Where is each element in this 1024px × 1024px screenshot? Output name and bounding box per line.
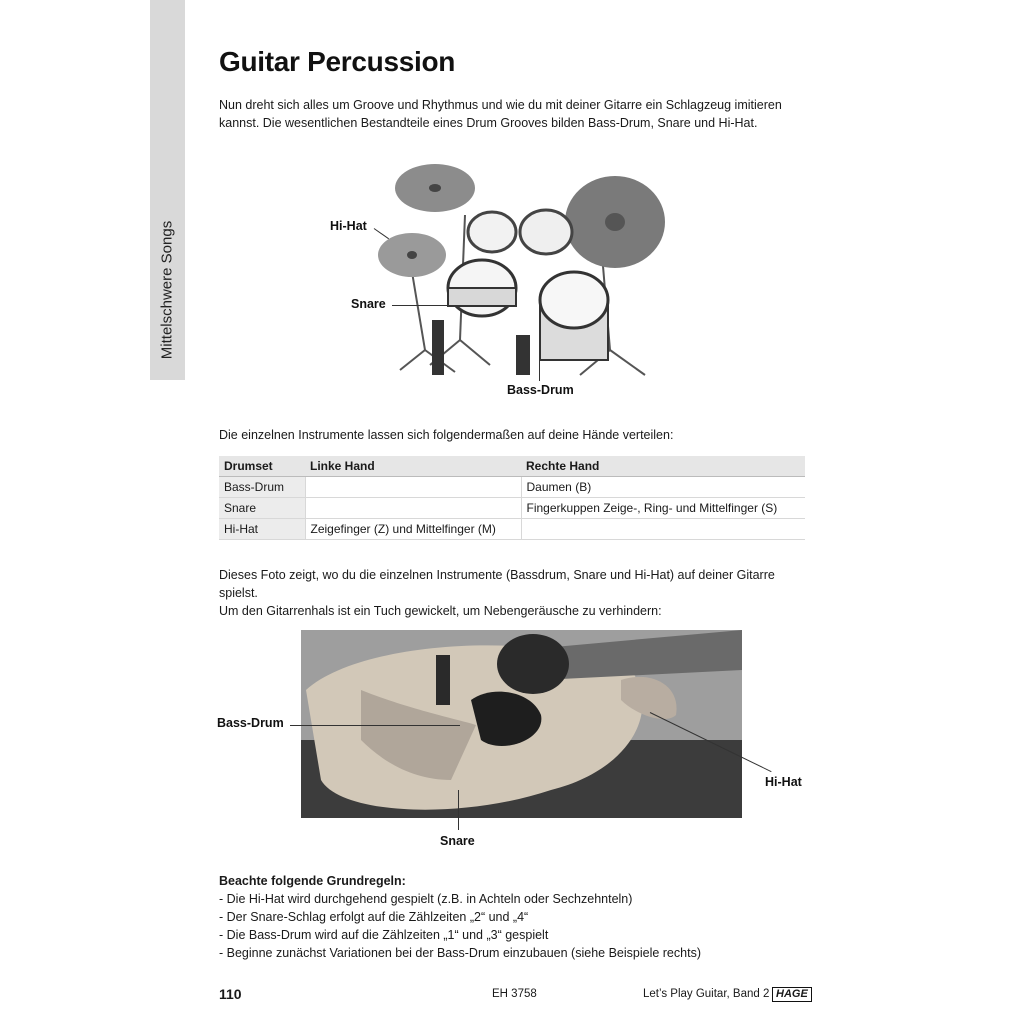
photo-intro-line: Um den Gitarrenhals ist ein Tuch gewickelt, um Nebengeräusche zu verhindern: [219, 604, 662, 618]
table-intro: Die einzelnen Instrumente lassen sich folgendermaßen auf deine Hände verteilen: [219, 428, 674, 442]
table-row [219, 519, 805, 540]
edition-code: EH 3758 [492, 988, 537, 1000]
rule-item: - Der Snare-Schlag erfolgt auf die Zählzeiten „2“ und „4“ [219, 910, 529, 924]
drum-kit-illustration [370, 150, 670, 380]
table-cell [521, 519, 805, 540]
hands-table [219, 456, 805, 540]
leader-line [458, 790, 459, 830]
rules-list [219, 890, 809, 962]
table-cell: Snare [219, 498, 305, 519]
publisher-logo: HAGE [772, 987, 812, 1002]
drum-label-hihat: Hi-Hat [330, 219, 367, 233]
bridge [436, 655, 450, 705]
table-cell: Zeigefinger (Z) und Mittelfinger (M) [305, 519, 521, 540]
table-cell [305, 477, 521, 498]
intro-line: Nun dreht sich alles um Groove und Rhythmus und wie du mit deiner Gitarre ein Schlagzeug imitieren [219, 98, 782, 112]
series-title: Let’s Play Guitar, Band 2 [643, 988, 770, 1000]
leader-line [392, 305, 452, 306]
rule-item: - Die Hi-Hat wird durchgehend gespielt (z.B. in Achteln oder Sechzehnteln) [219, 892, 633, 906]
table-row [219, 477, 805, 498]
table-cell: Bass-Drum [219, 477, 305, 498]
table-header: Linke Hand [305, 456, 521, 477]
table-cell: Hi-Hat [219, 519, 305, 540]
table-header: Drumset [219, 456, 305, 477]
table-cell: Daumen (B) [521, 477, 805, 498]
intro-paragraph [219, 96, 809, 132]
side-tab-label: Mittelschwere Songs [158, 220, 176, 360]
leader-line [290, 725, 460, 726]
table-header: Rechte Hand [521, 456, 805, 477]
intro-line: kannst. Die wesentlichen Bestandteile eines Drum Grooves bilden Bass-Drum, Snare und Hi-Hat. [219, 116, 758, 130]
rules-heading: Beachte folgende Grundregeln: [219, 874, 406, 888]
table-cell: Fingerkuppen Zeige-, Ring- und Mittelfinger (S) [521, 498, 805, 519]
table-cell [305, 498, 521, 519]
sound-hole [497, 634, 569, 694]
drum-label-snare: Snare [351, 297, 386, 311]
page-title: Guitar Percussion [219, 46, 456, 77]
photo-intro [219, 566, 809, 620]
page-number: 110 [219, 986, 242, 1002]
guitar-label-hihat: Hi-Hat [765, 775, 802, 789]
drum-label-bass: Bass-Drum [507, 383, 574, 397]
table-row [219, 498, 805, 519]
hihat-pedal [432, 320, 444, 375]
tom-drum [520, 210, 572, 254]
rule-item: - Die Bass-Drum wird auf die Zählzeiten „1“ und „3“ gespielt [219, 928, 549, 942]
rules-section [219, 872, 809, 962]
photo-intro-line: Dieses Foto zeigt, wo du die einzelnen Instrumente (Bassdrum, Snare und Hi-Hat) auf deiner Gitarre spielst. [219, 568, 775, 600]
tom-drum [468, 212, 516, 252]
table-header-row [219, 456, 805, 477]
bass-pedal [516, 335, 530, 375]
guitar-label-bass: Bass-Drum [217, 716, 284, 730]
rule-item: - Beginne zunächst Variationen bei der Bass-Drum einzubauen (siehe Beispiele rechts) [219, 946, 701, 960]
leader-line [539, 355, 540, 381]
guitar-label-snare: Snare [440, 834, 475, 848]
